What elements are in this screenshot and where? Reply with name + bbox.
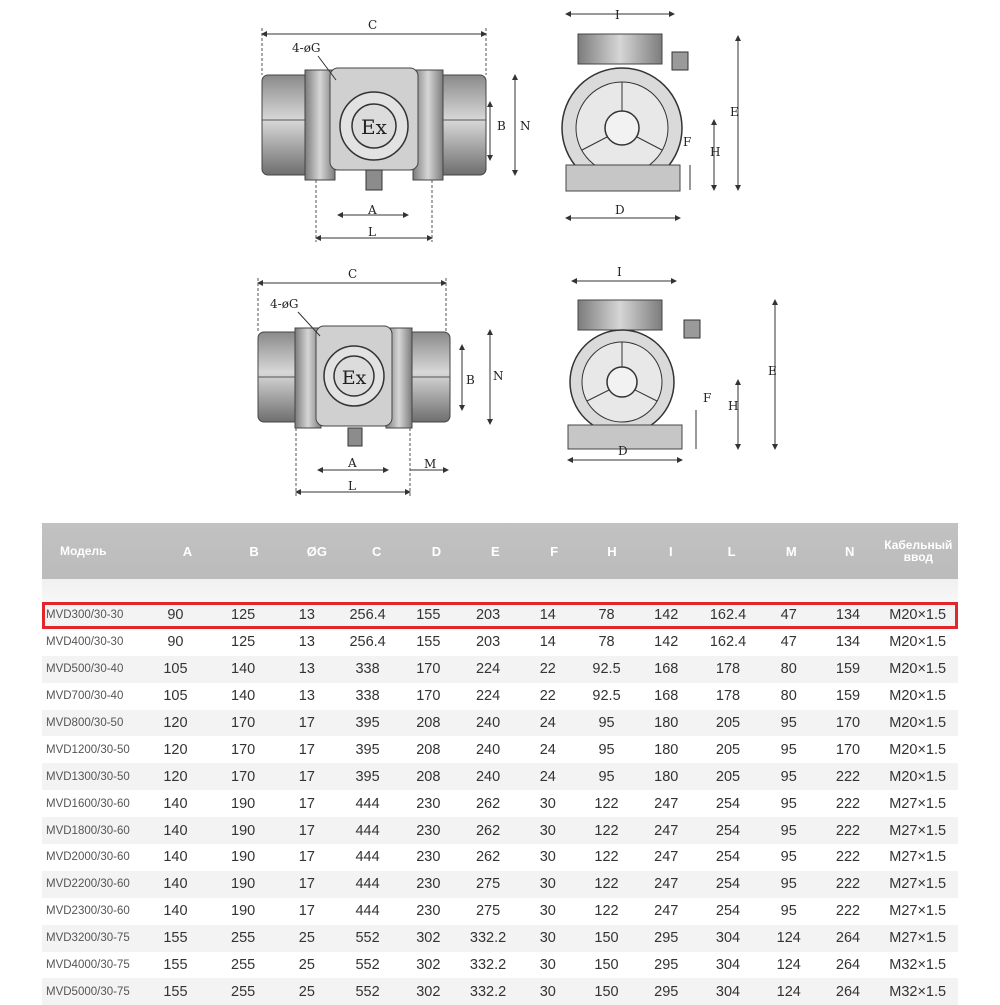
table-cell: 95 <box>780 849 797 866</box>
table-cell: M20×1.5 <box>889 688 947 705</box>
table-cell: 170 <box>416 661 441 678</box>
bottom-side-view <box>568 265 777 460</box>
table-cell: 142 <box>654 634 679 651</box>
header-c: C <box>371 543 382 559</box>
table-cell: 180 <box>654 741 679 758</box>
table-cell: 92.5 <box>592 661 621 678</box>
table-cell: 140 <box>163 822 188 839</box>
table-cell: 190 <box>231 903 256 920</box>
cell-model: MVD2000/30-60 <box>46 851 130 864</box>
table-cell: 395 <box>355 715 380 731</box>
table-row <box>42 629 958 656</box>
table-cell: 22 <box>539 688 556 705</box>
header-gap <box>42 579 958 602</box>
table-cell: 159 <box>835 661 861 678</box>
table-cell: 140 <box>163 876 188 893</box>
table-cell: M27×1.5 <box>889 795 947 812</box>
table-cell: 224 <box>475 661 501 678</box>
table-cell: 155 <box>416 607 441 624</box>
table-cell: 552 <box>355 983 380 1000</box>
table-cell: M27×1.5 <box>889 930 947 947</box>
table-cell: 155 <box>163 957 188 974</box>
table-cell: 247 <box>654 849 679 866</box>
table-cell: 120 <box>163 715 188 731</box>
table-cell: 304 <box>715 983 741 1000</box>
table-cell: 95 <box>598 768 615 785</box>
table-cell: 395 <box>355 768 380 785</box>
table-cell: 24 <box>539 715 556 731</box>
table-cell: 14 <box>539 634 556 651</box>
table-cell: 142 <box>654 607 679 624</box>
table-cell: 203 <box>475 607 501 624</box>
header-d: D <box>431 543 442 559</box>
header-g: ØG <box>306 543 327 559</box>
dim-f-top: F <box>683 135 692 149</box>
table-cell: 105 <box>163 688 188 705</box>
cell-model: MVD400/30-30 <box>46 636 124 649</box>
table-cell: 222 <box>835 876 861 893</box>
table-cell: 205 <box>715 715 741 731</box>
table-cell: M20×1.5 <box>889 634 947 651</box>
table-cell: 190 <box>231 876 256 893</box>
table-cell: 254 <box>715 849 741 866</box>
header-f: F <box>550 543 559 559</box>
dim-a-top: A <box>368 203 377 217</box>
table-cell: 247 <box>654 876 679 893</box>
table-cell: 275 <box>475 876 501 893</box>
table-cell: 254 <box>715 822 741 839</box>
table-cell: 332.2 <box>469 983 507 1000</box>
table-cell: 395 <box>355 741 380 758</box>
table-cell: 247 <box>654 822 679 839</box>
table-cell: 120 <box>163 741 188 758</box>
table-cell: 295 <box>654 957 679 974</box>
table-cell: 25 <box>298 983 315 1000</box>
table-cell: 95 <box>780 768 797 785</box>
table-cell: 264 <box>835 957 861 974</box>
table-cell: 22 <box>539 661 556 678</box>
table-cell: 205 <box>715 768 741 785</box>
dim-g-bottom: 4-øG <box>270 297 299 311</box>
table-cell: 30 <box>539 822 556 839</box>
table-cell: 264 <box>835 930 861 947</box>
table-cell: 80 <box>780 661 797 678</box>
table-cell: 25 <box>298 930 315 947</box>
cell-model: MVD5000/30-75 <box>46 985 130 998</box>
table-row <box>42 952 958 979</box>
header-a: A <box>182 543 193 559</box>
cell-model: MVD1800/30-60 <box>46 824 130 837</box>
table-cell: 95 <box>780 741 797 758</box>
table-cell: M27×1.5 <box>889 849 947 866</box>
table-cell: 17 <box>298 795 315 812</box>
table-cell: 95 <box>780 822 797 839</box>
table-cell: 230 <box>416 903 441 920</box>
table-cell: 140 <box>163 795 188 812</box>
bottom-front-view <box>258 267 504 496</box>
table-row <box>42 602 958 629</box>
table-cell: 302 <box>416 957 441 974</box>
table-cell: 444 <box>355 849 380 866</box>
dim-b-bottom: B <box>466 373 475 387</box>
table-cell: 14 <box>539 607 556 624</box>
table-row <box>42 763 958 790</box>
table-cell: 17 <box>298 768 315 785</box>
table-cell: 17 <box>298 903 315 920</box>
dim-i-top: I <box>615 8 620 22</box>
table-cell: 264 <box>835 983 861 1000</box>
header-i: I <box>668 543 673 559</box>
table-cell: 30 <box>539 795 556 812</box>
table-cell: 295 <box>654 983 679 1000</box>
table-cell: 25 <box>298 957 315 974</box>
table-cell: 240 <box>475 715 501 731</box>
table-row <box>42 817 958 844</box>
table-cell: 122 <box>594 795 619 812</box>
table-cell: 190 <box>231 795 256 812</box>
table-cell: 140 <box>163 849 188 866</box>
table-cell: 95 <box>598 741 615 758</box>
table-cell: 30 <box>539 983 556 1000</box>
table-cell: 90 <box>167 607 184 624</box>
table-cell: 95 <box>780 876 797 893</box>
cell-model: MVD4000/30-75 <box>46 959 130 972</box>
table-cell: 208 <box>416 715 441 731</box>
table-cell: 304 <box>715 930 741 947</box>
header-e: E <box>490 543 500 559</box>
dim-f-bottom: F <box>703 391 712 405</box>
table-cell: 17 <box>298 876 315 893</box>
dim-i-bottom: I <box>617 265 622 279</box>
dim-c-bottom: C <box>348 267 358 281</box>
dim-b-top: B <box>497 119 506 133</box>
table-cell: 222 <box>835 903 861 920</box>
table-cell: M20×1.5 <box>889 607 947 624</box>
cell-model: MVD700/30-40 <box>46 690 124 703</box>
table-cell: 338 <box>355 688 380 705</box>
table-cell: 140 <box>163 903 188 920</box>
table-cell: 262 <box>475 795 501 812</box>
table-cell: 140 <box>231 661 256 678</box>
table-row <box>42 736 958 763</box>
table-cell: 168 <box>654 688 679 705</box>
table-cell: 230 <box>416 822 441 839</box>
header-model: Модель <box>60 544 107 558</box>
table-cell: 17 <box>298 741 315 758</box>
table-cell: 254 <box>715 876 741 893</box>
dim-a-bottom: A <box>348 456 357 470</box>
table-cell: 444 <box>355 822 380 839</box>
table-cell: 17 <box>298 849 315 866</box>
table-cell: 256.4 <box>349 607 386 624</box>
table-cell: 170 <box>231 768 256 785</box>
table-cell: 190 <box>231 822 256 839</box>
table-cell: 180 <box>654 768 679 785</box>
table-row <box>42 790 958 817</box>
table-cell: 124 <box>776 957 801 974</box>
cell-model: MVD1300/30-50 <box>46 770 130 783</box>
table-cell: 230 <box>416 795 441 812</box>
table-cell: 170 <box>231 715 256 731</box>
table-cell: 222 <box>835 768 861 785</box>
table-cell: 240 <box>475 741 501 758</box>
header-b: B <box>249 543 259 559</box>
table-cell: 30 <box>539 930 556 947</box>
table-cell: 180 <box>654 715 679 731</box>
header-cable: Кабельный ввод <box>884 538 953 564</box>
header-m: M <box>785 543 797 559</box>
table-row <box>42 898 958 925</box>
table-cell: 30 <box>539 903 556 920</box>
table-cell: 124 <box>776 983 801 1000</box>
spec-table <box>42 523 958 1005</box>
table-cell: 230 <box>416 849 441 866</box>
table-cell: 162.4 <box>709 607 747 624</box>
table-cell: 140 <box>231 688 256 705</box>
table-cell: 155 <box>163 930 188 947</box>
header-h: H <box>607 543 617 559</box>
table-cell: 105 <box>163 661 188 678</box>
cell-model: MVD800/30-50 <box>46 717 124 729</box>
table-cell: 17 <box>298 715 315 731</box>
table-cell: 304 <box>715 957 741 974</box>
table-cell: 95 <box>780 795 797 812</box>
table-cell: M27×1.5 <box>889 876 947 893</box>
table-header <box>42 523 958 579</box>
header-n: N <box>844 543 855 559</box>
table-cell: 224 <box>475 688 501 705</box>
cell-model: MVD1600/30-60 <box>46 797 130 810</box>
table-cell: 92.5 <box>592 688 621 705</box>
dim-n-bottom: N <box>493 369 504 383</box>
table-cell: 13 <box>298 661 315 678</box>
dim-d-top: D <box>615 203 625 217</box>
table-cell: 444 <box>355 876 380 893</box>
table-cell: 170 <box>835 715 861 731</box>
table-cell: M27×1.5 <box>889 903 947 920</box>
table-cell: 13 <box>298 607 315 624</box>
table-cell: 30 <box>539 957 556 974</box>
table-cell: 208 <box>416 741 441 758</box>
table-cell: 125 <box>231 607 256 624</box>
table-cell: 47 <box>780 607 797 624</box>
table-cell: 124 <box>776 930 801 947</box>
table-cell: 155 <box>416 634 441 651</box>
table-cell: 125 <box>231 634 256 651</box>
table-cell: 78 <box>598 634 615 651</box>
table-cell: 162.4 <box>709 634 747 651</box>
table-cell: 240 <box>475 768 501 785</box>
table-cell: 90 <box>167 634 184 651</box>
table-cell: 17 <box>298 822 315 839</box>
table-cell: 203 <box>475 634 501 651</box>
table-cell: 24 <box>539 768 556 785</box>
table-cell: 122 <box>594 849 619 866</box>
table-row <box>42 710 958 737</box>
table-cell: M20×1.5 <box>889 661 947 678</box>
cell-model: MVD2300/30-60 <box>46 905 130 918</box>
table-cell: 78 <box>598 607 615 624</box>
table-cell: 254 <box>715 795 741 812</box>
table-cell: 255 <box>231 930 256 947</box>
dim-h-bottom: H <box>728 399 739 413</box>
top-front-view <box>262 18 531 242</box>
dim-e-bottom: E <box>768 364 777 378</box>
table-cell: 262 <box>475 849 501 866</box>
table-row <box>42 656 958 683</box>
table-cell: 155 <box>163 983 188 1000</box>
table-cell: 275 <box>475 903 501 920</box>
table-cell: 95 <box>780 715 797 731</box>
table-cell: 302 <box>416 930 441 947</box>
cell-model: MVD500/30-40 <box>46 663 124 676</box>
table-cell: 332.2 <box>469 957 507 974</box>
cell-model: MVD2200/30-60 <box>46 878 130 891</box>
table-cell: 190 <box>231 849 256 866</box>
table-cell: 444 <box>355 903 380 920</box>
table-cell: M32×1.5 <box>889 983 947 1000</box>
table-cell: 13 <box>298 634 315 651</box>
table-cell: 247 <box>654 903 679 920</box>
table-cell: 256.4 <box>349 634 386 651</box>
table-body <box>42 602 958 1005</box>
table-cell: 170 <box>416 688 441 705</box>
table-cell: 247 <box>654 795 679 812</box>
table-cell: 332.2 <box>469 930 507 947</box>
table-cell: M20×1.5 <box>889 715 947 731</box>
table-cell: 295 <box>654 930 679 947</box>
cell-model: MVD3200/30-75 <box>46 932 130 945</box>
table-cell: 178 <box>715 688 741 705</box>
table-cell: 95 <box>598 715 615 731</box>
table-cell: 444 <box>355 795 380 812</box>
table-cell: 122 <box>594 903 619 920</box>
dim-e-top: E <box>730 105 739 119</box>
ex-logo-2: Ex <box>341 367 367 389</box>
table-cell: 122 <box>594 876 619 893</box>
table-cell: 222 <box>835 795 861 812</box>
top-side-view <box>562 8 739 218</box>
table-cell: 255 <box>231 983 256 1000</box>
table-row <box>42 871 958 898</box>
table-cell: 30 <box>539 849 556 866</box>
dim-l-bottom: L <box>348 479 356 493</box>
table-cell: 205 <box>715 741 741 758</box>
table-row <box>42 925 958 952</box>
dim-l-top: L <box>368 225 376 239</box>
table-cell: 95 <box>780 903 797 920</box>
table-cell: 302 <box>416 983 441 1000</box>
table-cell: M32×1.5 <box>889 957 947 974</box>
cell-model: MVD300/30-30 <box>46 609 124 622</box>
table-cell: 80 <box>780 688 797 705</box>
table-cell: 150 <box>594 957 619 974</box>
table-cell: 122 <box>594 822 619 839</box>
table-row <box>42 683 958 710</box>
table-cell: 120 <box>163 768 188 785</box>
table-cell: 178 <box>715 661 741 678</box>
table-cell: 552 <box>355 957 380 974</box>
dim-n-top: N <box>520 119 531 133</box>
cell-model: MVD1200/30-50 <box>46 743 130 756</box>
table-cell: M20×1.5 <box>889 768 947 785</box>
table-cell: 170 <box>835 741 861 758</box>
table-cell: 24 <box>539 741 556 758</box>
table-cell: 255 <box>231 957 256 974</box>
table-cell: 30 <box>539 876 556 893</box>
table-row <box>42 978 958 1005</box>
table-cell: 13 <box>298 688 315 705</box>
table-cell: 338 <box>355 661 380 678</box>
table-cell: 150 <box>594 983 619 1000</box>
dim-c-top: C <box>368 18 378 32</box>
table-cell: 134 <box>835 634 861 651</box>
dim-d-bottom: D <box>618 444 628 458</box>
dim-g-top: 4-øG <box>292 41 321 55</box>
table-cell: 230 <box>416 876 441 893</box>
table-cell: M27×1.5 <box>889 822 947 839</box>
table-cell: 170 <box>231 741 256 758</box>
table-cell: M20×1.5 <box>889 741 947 758</box>
table-cell: 254 <box>715 903 741 920</box>
dim-h-top: H <box>710 145 721 159</box>
table-cell: 159 <box>835 688 861 705</box>
ex-logo: Ex <box>361 115 387 139</box>
table-cell: 222 <box>835 849 861 866</box>
table-cell: 134 <box>835 607 861 624</box>
table-cell: 262 <box>475 822 501 839</box>
table-cell: 208 <box>416 768 441 785</box>
table-cell: 552 <box>355 930 380 947</box>
table-row <box>42 844 958 871</box>
table-cell: 47 <box>780 634 797 651</box>
table-cell: 222 <box>835 822 861 839</box>
header-l: L <box>727 543 736 559</box>
dim-m-bottom: M <box>424 457 437 471</box>
table-cell: 168 <box>654 661 679 678</box>
table-cell: 150 <box>594 930 619 947</box>
